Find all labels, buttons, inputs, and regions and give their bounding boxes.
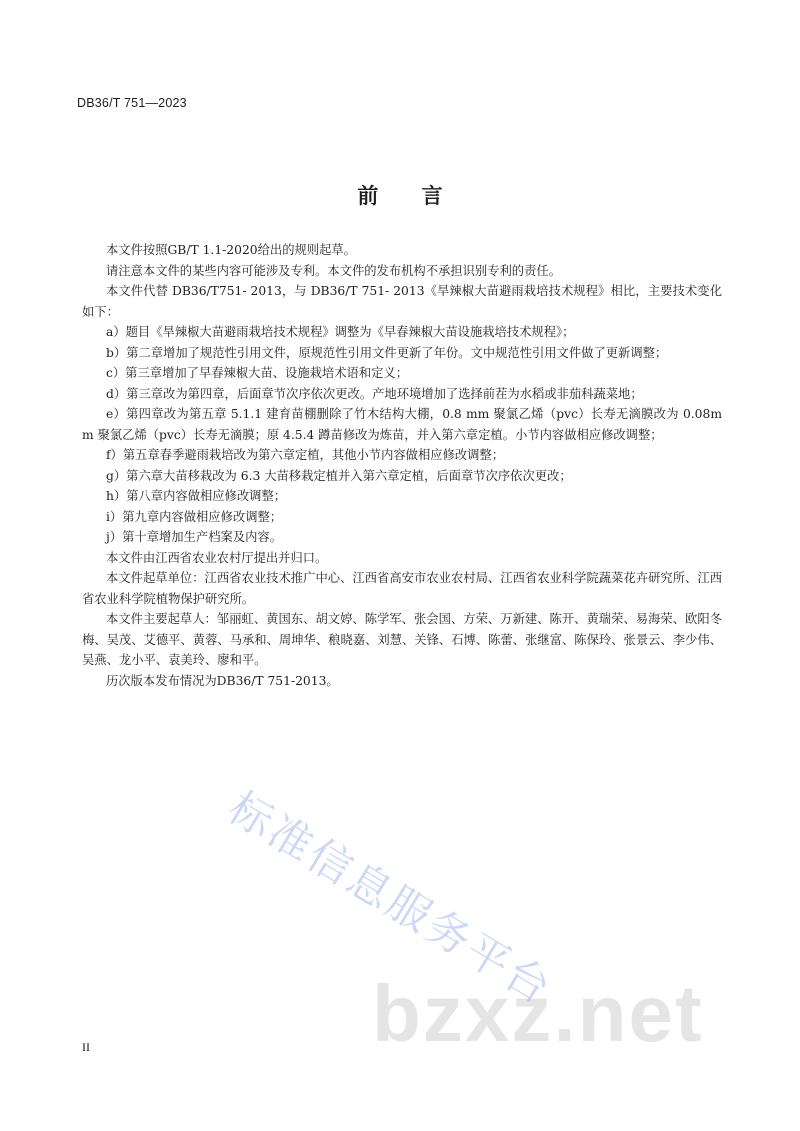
change-item-c: c）第三章增加了早春辣椒大苗、设施栽培术语和定义； bbox=[106, 366, 409, 380]
paragraph-proposer: 本文件由江西省农业农村厅提出并归口。 bbox=[106, 550, 328, 565]
change-item-j: j）第十章增加生产档案及内容。 bbox=[106, 530, 282, 544]
change-item-f: f）第五章春季避雨栽培改为第六章定植，其他小节内容做相应修改调整； bbox=[106, 448, 505, 462]
paragraph-patent-notice: 请注意本文件的某些内容可能涉及专利。本文件的发布机构不承担识别专利的责任。 bbox=[106, 263, 561, 278]
page-number: II bbox=[82, 1040, 90, 1054]
change-item-e: e）第四章改为第五章 5.1.1 建育苗棚删除了竹木结构大棚，0.8 mm 聚氯乙烯（pvc）长寿无滴膜改为 0.08mm 聚氯乙烯（pvc）长寿无滴膜；原 4.5.4 蹲苗修改为炼苗，并入第六章定植。小节内容做相应修改调整； bbox=[82, 407, 722, 442]
change-item-h: h）第八章内容做相应修改调整； bbox=[106, 489, 287, 503]
change-item-a: a）题目《旱辣椒大苗避雨栽培技术规程》调整为《早春辣椒大苗设施栽培技术规程》； bbox=[106, 325, 575, 339]
paragraph-version-history: 历次版本发布情况为DB36/T 751-2013。 bbox=[106, 673, 339, 688]
foreword-body bbox=[82, 240, 722, 691]
paragraph-drafting-rules: 本文件按照GB/T 1.1-2020给出的规则起草。 bbox=[106, 243, 356, 257]
change-item-b: b）第二章增加了规范性引用文件，原规范性引用文件更新了年份。文中规范性引用文件做了更新调整； bbox=[106, 345, 668, 360]
change-item-i: i）第九章内容做相应修改调整； bbox=[106, 509, 283, 524]
change-item-g: g）第六章大苗移栽改为 6.3 大苗移栽定植并入第六章定植，后面章节次序依次更改； bbox=[106, 468, 572, 483]
change-item-d: d）第三章改为第四章，后面章节次序依次更改。产地环境增加了选择前茬为水稻或非茄科蔬菜地； bbox=[106, 386, 643, 401]
paragraph-drafting-units: 本文件起草单位：江西省农业技术推广中心、江西省高安市农业农村局、江西省农业科学院蔬菜花卉研究所、江西省农业科学院植物保护研究所。 bbox=[82, 571, 722, 606]
page-title: 前 言 bbox=[357, 184, 461, 208]
paragraph-replacement: 本文件代替 DB36/T751- 2013，与 DB36/T 751- 2013《旱辣椒大苗避雨栽培技术规程》相比，主要技术变化如下： bbox=[82, 284, 722, 319]
document-code: DB36/T 751—2023 bbox=[77, 96, 187, 110]
watermark-chinese: 标准信息服务平台 bbox=[219, 782, 561, 1016]
watermark-site: bzxz.net bbox=[372, 969, 704, 1058]
paragraph-drafters: 本文件主要起草人：邹丽虹、黄国东、胡文婷、陈学军、张会国、方荣、万新建、陈开、黄瑞荣、易海荣、欧阳冬梅、吴茂、艾德平、黄蓉、马承和、周坤华、稂晓嘉、刘慧、关锋、石博、陈蕾、张继富、陈保玲、张景云、李少伟、吴燕、龙小平、袁美玲、廖和平。 bbox=[82, 612, 722, 667]
